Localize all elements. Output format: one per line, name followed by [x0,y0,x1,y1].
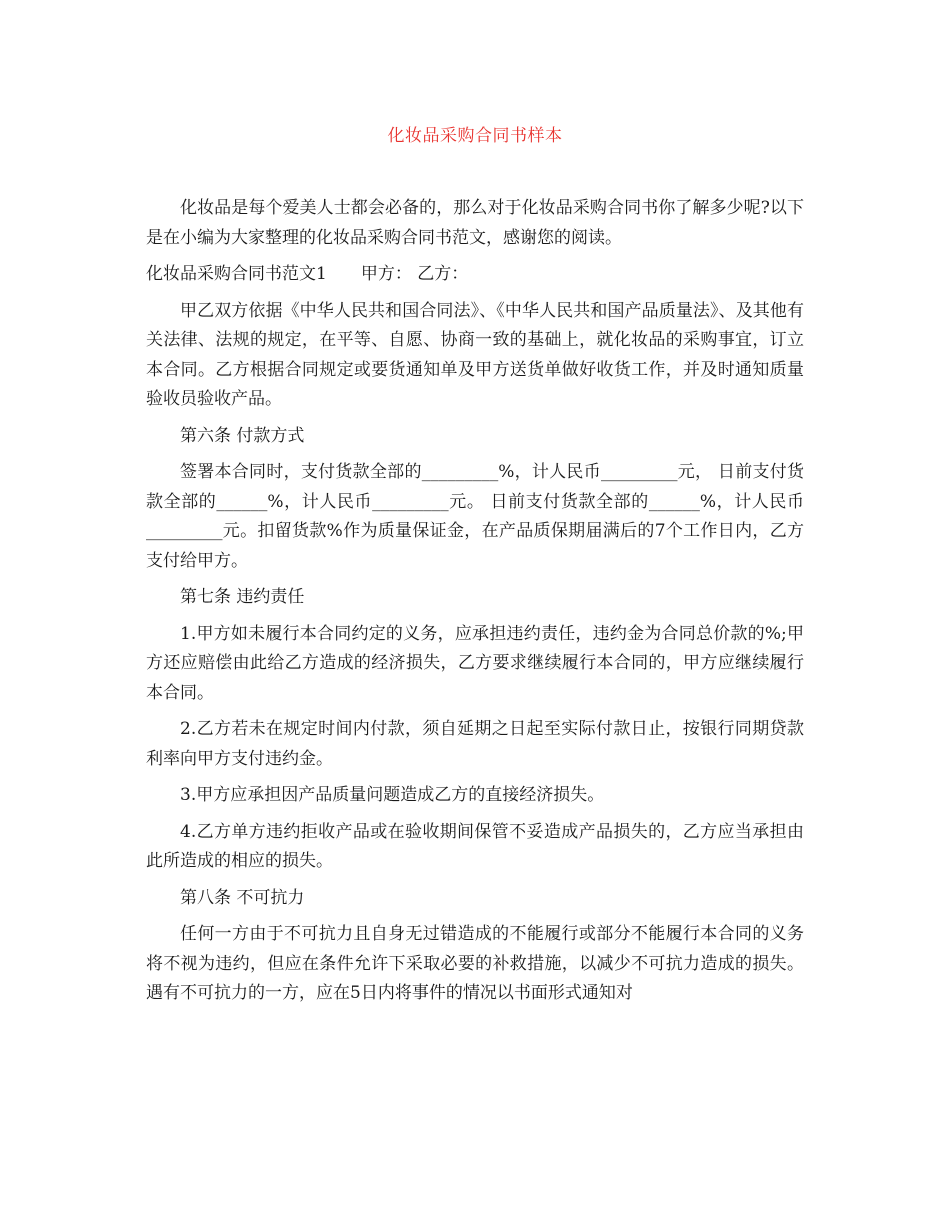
article-7-item-2: 2.乙方若未在规定时间内付款，须自延期之日起至实际付款日止，按银行同期贷款利率向甲方支付违约金。 [146,719,804,769]
party-a-label: 甲方： [360,264,412,284]
article-7-item-3: 3.甲方应承担因产品质量问题造成乙方的直接经济损失。 [180,785,605,805]
sample-heading: 化妆品采购合同书范文1 [146,264,327,284]
article-7-heading: 第七条 违约责任 [180,587,305,607]
article-6-text: 签署本合同时，支付货款全部的_________%，计人民币_________元， 日前支付货款全部的______%，计人民币_________元。 日前支付货款全部的______%，计人民币_________元。扣留货款%作为质量保证金，在产品质保期届满后的7个工作日内，乙方支付给甲方。 [146,462,804,571]
article-6-heading: 第六条 付款方式 [180,425,305,446]
party-b-label: 乙方： [417,264,469,284]
article-8-heading: 第八条 不可抗力 [180,887,305,908]
article-8-text: 任何一方由于不可抗力且自身无过错造成的不能履行或部分不能履行本合同的义务将不视为违约，但应在条件允许下采取必要的补救措施，以减少不可抗力造成的损失。遇有不可抗力的一方，应在5日内将事件的情况以书面形式通知对 [146,924,804,1003]
article-7-item-4: 4.乙方单方违约拒收产品或在验收期间保管不妥造成产品损失的，乙方应当承担由此所造成的相应的损失。 [146,821,804,871]
sample-heading-line [146,260,804,290]
document-body [146,194,804,1016]
basis-paragraph: 甲乙双方依据《中华人民共和国合同法》、《中华人民共和国产品质量法》、及其他有关法律、法规的规定，在平等、自愿、协商一致的基础上，就化妆品的采购事宜，订立本合同。乙方根据合同规定或要货通知单及甲方送货单做好收货工作，并及时通知质量验收员验收产品。 [146,300,804,409]
intro-paragraph: 化妆品是每个爱美人士都会必备的，那么对于化妆品采购合同书你了解多少呢?以下是在小编为大家整理的化妆品采购合同书范文，感谢您的阅读。 [146,198,804,248]
article-7-item-1: 1.甲方如未履行本合同约定的义务，应承担违约责任，违约金为合同总价款的%;甲方还应赔偿由此给乙方造成的经济损失，乙方要求继续履行本合同的，甲方应继续履行本合同。 [146,623,804,703]
document-title: 化妆品采购合同书样本 [387,126,563,146]
